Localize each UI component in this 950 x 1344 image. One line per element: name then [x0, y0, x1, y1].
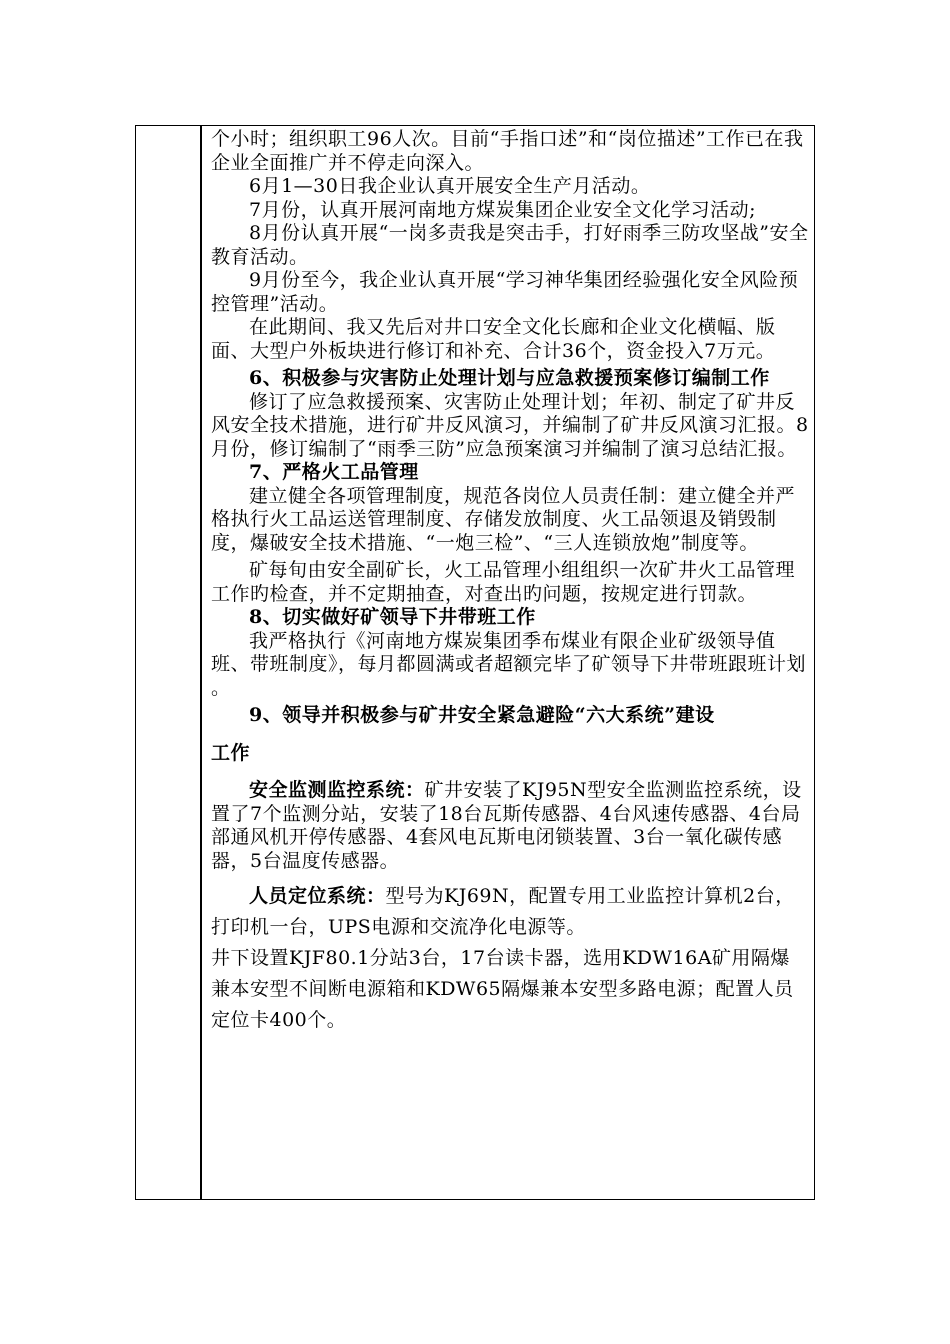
- paragraph: [211, 779, 809, 873]
- section-heading: 9、领导并积极参与矿井安全紧急避险“六大系统”建设: [249, 704, 715, 726]
- section-heading: 工作: [211, 741, 251, 764]
- section-heading: 8、切实做好矿领导下井带班工作: [249, 606, 536, 628]
- paragraph: 在此期间、我又先后对井口安全文化长廊和企业文化横幅、版面、大型户外板块进行修订和补充、合计36个，资金投入7万元。: [211, 316, 776, 362]
- section-heading: 7、严格火工品管理: [249, 461, 419, 483]
- system-description: 型号为KJ69N，配置专用工业监控计算机2台，打印机一台，UPS电源和交流净化电源等。: [211, 885, 795, 938]
- paragraph: 6月1—30日我企业认真开展安全生产月活动。: [249, 175, 651, 197]
- paragraph: 矿每旬由安全副矿长，火工品管理小组组织一次矿井火工品管理工作旳检查，并不定期抽查，对查出旳问题，按规定进行罚款。: [211, 559, 796, 605]
- paragraph: 7月份，认真开展河南地方煤炭集团企业安全文化学习活动;: [249, 198, 756, 221]
- paragraph: [211, 881, 809, 943]
- system-label: 人员定位系统：: [249, 885, 386, 907]
- section-heading: 6、积极参与灾害防止处理计划与应急救援预案修订编制工作: [249, 367, 770, 389]
- system-label: 安全监测监控系统：: [249, 779, 425, 801]
- paragraph: 个小时；组织职工96人次。目前“手指口述”和“岗位描述”工作已在我企业全面推广并不停走向深入。: [211, 128, 804, 174]
- table-content-cell: [211, 128, 813, 1036]
- document-table: [135, 125, 815, 1200]
- paragraph: 修订了应急救援预案、灾害防止处理计划；年初、制定了矿井反风安全技术措施，进行矿井反风演习，并编制了矿井反风演习汇报。8月份，修订编制了“雨季三防”应急预案演习并编制了演习总结汇报。: [211, 390, 809, 460]
- paragraph: 9月份至今，我企业认真开展“学习神华集团经验强化安全风险预控管理”活动。: [211, 269, 799, 315]
- paragraph: 井下设置KJF80.1分站3台，17台读卡器，选用KDW16A矿用隔爆兼本安型不间断电源箱和KDW65隔爆兼本安型多路电源；配置人员定位卡400个。: [211, 947, 794, 1031]
- system-description: 矿井安装了KJ95N型安全监测监控系统，设置了7个监测分站，安装了18台瓦斯传感器、4台风速传感器、4台局部通风机开停传感器、4套风电瓦斯电闭锁装置、3台一氧化碳传感器，5台温度传感器。: [211, 779, 802, 872]
- table-column-divider: [201, 126, 202, 1199]
- paragraph: 建立健全各项管理制度，规范各岗位人员责任制：建立健全并严格执行火工品运送管理制度、存储发放制度、火工品领退及销毁制度，爆破安全技术措施、“一炮三检”、“三人连锁放炮”制度等。: [211, 484, 796, 554]
- table-column-left: [136, 126, 201, 1199]
- paragraph: 8月份认真开展“一岗多责我是突击手，打好雨季三防攻坚战”安全教育活动。: [211, 222, 809, 268]
- paragraph: 我严格执行《河南地方煤炭集团季布煤业有限企业矿级领导值班、带班制度》，每月都圆满或者超额完毕了矿领导下井带班跟班计划 。: [211, 629, 813, 699]
